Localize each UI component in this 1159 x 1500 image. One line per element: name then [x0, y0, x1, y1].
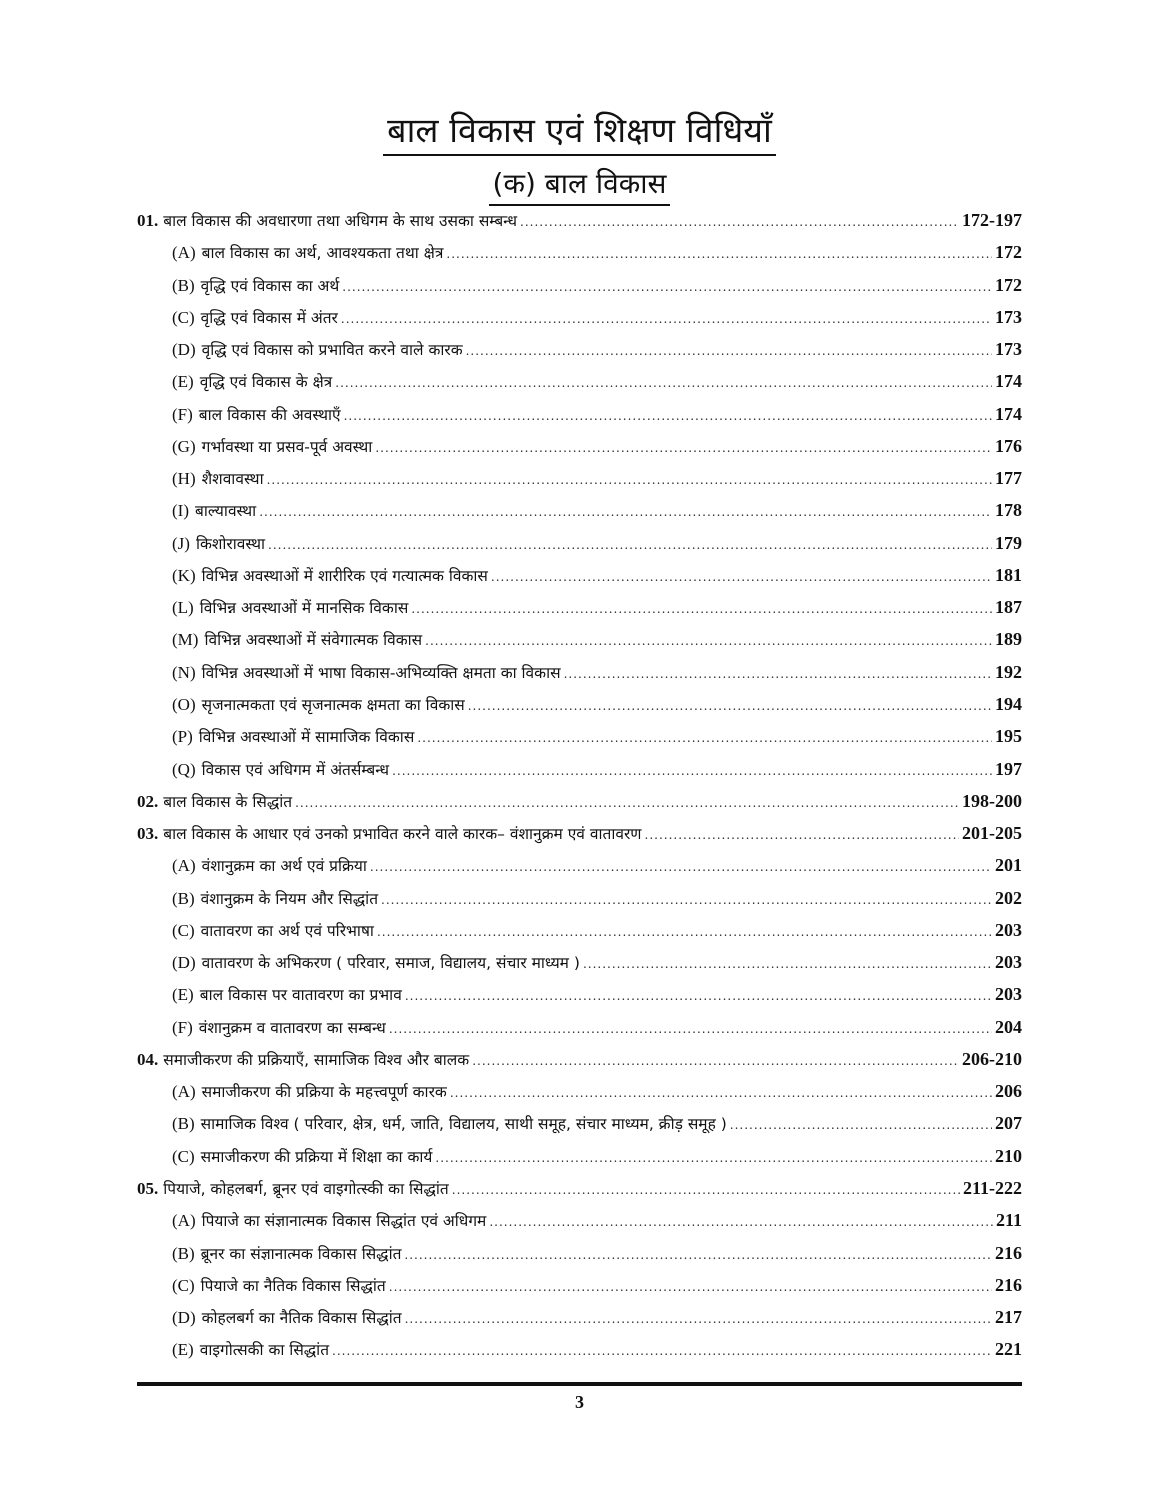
toc-label: समाजीकरण की प्रक्रियाएँ, सामाजिक विश्व और बालक	[163, 1050, 470, 1069]
toc-page: 203	[995, 984, 1022, 1005]
toc-subentry	[137, 720, 1022, 752]
toc-label: पियाजे का संज्ञानात्मक विकास सिद्धांत एवं अधिगम	[201, 1212, 487, 1231]
toc-label: बाल्यावस्था	[194, 502, 257, 521]
dot-leader	[730, 1109, 992, 1141]
dot-leader	[425, 625, 992, 657]
toc-label: समाजीकरण की प्रक्रिया में शिक्षा का कार्य	[200, 1147, 433, 1166]
toc-page: 194	[995, 693, 1022, 714]
toc-number: (M)	[172, 630, 199, 650]
toc-number: (N)	[172, 662, 196, 682]
toc-subentry	[137, 1107, 1022, 1139]
toc-label: विभिन्न अवस्थाओं में मानसिक विकास	[199, 599, 409, 618]
toc-subentry	[137, 1204, 1022, 1236]
toc-number: 05.	[137, 1178, 159, 1198]
toc-subentry	[137, 269, 1022, 301]
toc-page: 173	[995, 306, 1022, 327]
toc-label: सामाजिक विश्व ( परिवार, क्षेत्र, धर्म, जाति, विद्यालय, साथी समूह, संचार माध्यम, क्रीड़ समूह )	[200, 1115, 727, 1134]
toc-page: 174	[995, 403, 1022, 424]
toc-page: 187	[995, 597, 1022, 618]
dot-leader	[583, 948, 992, 980]
toc-subentry	[137, 1269, 1022, 1301]
toc-label: ब्रूनर का संज्ञानात्मक विकास सिद्धांत	[200, 1244, 402, 1263]
toc-subentry	[137, 333, 1022, 365]
toc-label: वृद्धि एवं विकास को प्रभावित करने वाले कारक	[201, 341, 463, 360]
dot-leader	[377, 916, 992, 948]
toc-number: (F)	[172, 404, 193, 424]
dot-leader	[259, 496, 992, 528]
toc-subentry	[137, 623, 1022, 655]
toc-page: 217	[995, 1307, 1022, 1328]
page-number: 3	[575, 1392, 584, 1412]
toc-subentry	[137, 914, 1022, 946]
toc-page: 204	[995, 1016, 1022, 1037]
dot-leader	[520, 206, 959, 238]
toc-subentry	[137, 882, 1022, 914]
toc-subentry	[137, 591, 1022, 623]
toc-label: वंशानुक्रम के नियम और सिद्धांत	[200, 889, 379, 908]
toc-page: 198-200	[962, 790, 1022, 811]
toc-page: 176	[995, 435, 1022, 456]
dot-leader	[341, 303, 992, 335]
toc-chapter	[137, 1043, 1022, 1075]
toc-subentry	[137, 301, 1022, 333]
toc-subentry	[137, 1333, 1022, 1365]
toc-label: पियाजे का नैतिक विकास सिद्धांत	[200, 1276, 386, 1295]
dot-leader	[405, 1303, 992, 1335]
toc-subentry	[137, 1011, 1022, 1043]
toc-label: गर्भावस्था या प्रसव-पूर्व अवस्था	[201, 437, 373, 456]
toc-number: (J)	[172, 533, 190, 553]
toc-subentry	[137, 1075, 1022, 1107]
toc-subentry	[137, 494, 1022, 526]
dot-leader	[370, 851, 992, 883]
toc-number: (C)	[172, 920, 195, 940]
toc-chapter	[137, 1172, 1022, 1204]
toc-label: कोहलबर्ग का नैतिक विकास सिद्धांत	[201, 1309, 402, 1328]
toc-label: विभिन्न अवस्थाओं में संवेगात्मक विकास	[204, 631, 423, 650]
dot-leader	[405, 980, 992, 1012]
toc-page: 216	[995, 1274, 1022, 1295]
toc-number: (P)	[172, 727, 193, 747]
toc-page: 203	[995, 919, 1022, 940]
toc-number: (A)	[172, 1211, 196, 1231]
dot-leader	[267, 464, 992, 496]
dot-leader	[472, 1045, 959, 1077]
toc-number: (E)	[172, 985, 194, 1005]
toc-page: 201-205	[962, 823, 1022, 844]
toc-subentry	[137, 236, 1022, 268]
toc-subentry	[137, 365, 1022, 397]
dot-leader	[417, 722, 992, 754]
toc-page: 201	[995, 855, 1022, 876]
toc-number: (D)	[172, 1308, 196, 1328]
toc-page: 206	[995, 1081, 1022, 1102]
toc-page: 210	[995, 1145, 1022, 1166]
dot-leader	[268, 529, 992, 561]
toc-label: वातावरण का अर्थ एवं परिभाषा	[200, 921, 374, 940]
toc-subentry	[137, 398, 1022, 430]
dot-leader	[332, 1335, 992, 1367]
toc-page: 189	[995, 629, 1022, 650]
toc-subentry	[137, 559, 1022, 591]
dot-leader	[435, 1142, 992, 1174]
toc-number: (C)	[172, 1146, 195, 1166]
toc-page: 211-222	[962, 1177, 1022, 1198]
toc-page: 177	[995, 468, 1022, 489]
toc-subentry	[137, 527, 1022, 559]
toc-number: (K)	[172, 565, 196, 585]
toc-number: (A)	[172, 1082, 196, 1102]
toc-number: (O)	[172, 694, 196, 714]
toc-label: बाल विकास की अवधारणा तथा अधिगम के साथ उसका सम्बन्ध	[163, 212, 518, 230]
footer-rule	[137, 1382, 1022, 1386]
dot-leader	[452, 1174, 960, 1206]
toc-label: किशोरावस्था	[195, 534, 266, 553]
toc-label: बाल विकास की अवस्थाएँ	[198, 405, 341, 424]
toc-label: वृद्धि एवं विकास के क्षेत्र	[199, 373, 333, 392]
toc-page: 179	[995, 532, 1022, 553]
toc-page: 172	[995, 242, 1022, 263]
dot-leader	[450, 1077, 992, 1109]
toc-number: 01.	[137, 211, 159, 230]
dot-leader	[335, 367, 992, 399]
toc-label: बाल विकास के आधार एवं उनको प्रभावित करने वाले कारक– वंशानुक्रम एवं वातावरण	[163, 825, 642, 844]
dot-leader	[466, 335, 992, 367]
toc-number: (E)	[172, 1340, 194, 1360]
toc-label: वातावरण के अभिकरण ( परिवार, समाज, विद्यालय, संचार माध्यम )	[201, 954, 580, 973]
toc-number: (F)	[172, 1017, 193, 1037]
dot-leader	[468, 690, 992, 722]
toc-page: 181	[995, 564, 1022, 585]
toc-subentry	[137, 1140, 1022, 1172]
toc-number: 04.	[137, 1049, 159, 1069]
toc-number: (B)	[172, 888, 195, 908]
dot-leader	[411, 593, 992, 625]
dot-leader	[375, 432, 992, 464]
dot-leader	[392, 755, 992, 787]
toc-number: (C)	[172, 1275, 195, 1295]
toc-label: विभिन्न अवस्थाओं में सामाजिक विकास	[198, 728, 415, 747]
toc-label: वृद्धि एवं विकास का अर्थ	[200, 276, 340, 295]
toc-chapter	[137, 204, 1022, 236]
toc-label: विभिन्न अवस्थाओं में भाषा विकास-अभिव्यक्ति क्षमता का विकास	[201, 663, 561, 682]
dot-leader	[344, 400, 992, 432]
toc-number: (A)	[172, 856, 196, 876]
toc-label: बाल विकास का अर्थ, आवश्यकता तथा क्षेत्र	[201, 244, 444, 263]
toc-chapter	[137, 817, 1022, 849]
toc-number: (L)	[172, 598, 194, 618]
dot-leader	[446, 238, 992, 270]
toc-page: 211	[995, 1210, 1022, 1231]
toc-page: 197	[995, 758, 1022, 779]
toc-label: बाल विकास पर वातावरण का प्रभाव	[199, 986, 402, 1005]
toc-page: 178	[995, 500, 1022, 521]
toc-label: वंशानुक्रम व वातावरण का सम्बन्ध	[198, 1018, 386, 1037]
dot-leader	[404, 1239, 992, 1271]
toc-number: (D)	[172, 340, 196, 360]
toc-page: 172	[995, 274, 1022, 295]
toc-number: (E)	[172, 372, 194, 392]
toc-page: 172-197	[962, 210, 1022, 230]
toc-page: 173	[995, 339, 1022, 360]
toc-label: समाजीकरण की प्रक्रिया के महत्त्वपूर्ण कारक	[201, 1083, 447, 1102]
section-title	[0, 164, 1159, 206]
toc-page: 216	[995, 1242, 1022, 1263]
toc-label: वृद्धि एवं विकास में अंतर	[200, 308, 338, 327]
toc-subentry	[137, 946, 1022, 978]
dot-leader	[389, 1013, 992, 1045]
toc-label: बाल विकास के सिद्धांत	[163, 792, 293, 811]
toc-subentry	[137, 656, 1022, 688]
toc-page: 174	[995, 371, 1022, 392]
toc-label: विभिन्न अवस्थाओं में शारीरिक एवं गत्यात्मक विकास	[201, 566, 488, 585]
toc-label: वंशानुक्रम का अर्थ एवं प्रक्रिया	[201, 857, 367, 876]
toc-number: (D)	[172, 953, 196, 973]
toc-page: 207	[995, 1113, 1022, 1134]
toc-label: शैशवावस्था	[201, 470, 264, 489]
toc-page: 203	[995, 952, 1022, 973]
toc-number: (B)	[172, 1114, 195, 1134]
toc-number: 03.	[137, 824, 159, 844]
toc-subentry	[137, 753, 1022, 785]
toc-subentry	[137, 978, 1022, 1010]
toc-page: 221	[995, 1339, 1022, 1360]
section-title-text: (क) बाल विकास	[489, 164, 671, 206]
toc-subentry	[137, 430, 1022, 462]
toc-subentry	[137, 462, 1022, 494]
toc-subentry	[137, 849, 1022, 881]
dot-leader	[342, 271, 992, 303]
dot-leader	[491, 561, 992, 593]
toc-page: 192	[995, 661, 1022, 682]
toc-chapter	[137, 785, 1022, 817]
toc-number: (C)	[172, 307, 195, 327]
toc-number: (G)	[172, 436, 196, 456]
toc-subentry	[137, 688, 1022, 720]
toc-number: 02.	[137, 791, 159, 811]
dot-leader	[564, 658, 992, 690]
dot-leader	[381, 884, 992, 916]
toc-page: 195	[995, 726, 1022, 747]
toc-label: पियाजे, कोहलबर्ग, ब्रूनर एवं वाइगोत्स्की का सिद्धांत	[163, 1179, 449, 1198]
toc-number: (Q)	[172, 759, 196, 779]
toc-number: (H)	[172, 469, 196, 489]
dot-leader	[389, 1271, 992, 1303]
toc-number: (B)	[172, 275, 195, 295]
toc-label: विकास एवं अधिगम में अंतर्सम्बन्ध	[201, 760, 390, 779]
dot-leader	[645, 819, 960, 851]
toc-page: 206-210	[962, 1048, 1022, 1069]
dot-leader	[295, 787, 959, 819]
toc-label: वाइगोत्सकी का सिद्धांत	[199, 1341, 330, 1360]
toc-label: सृजनात्मकता एवं सृजनात्मक क्षमता का विकास	[201, 695, 465, 714]
toc-subentry	[137, 1301, 1022, 1333]
toc-number: (A)	[172, 243, 196, 263]
toc-number: (I)	[172, 501, 189, 521]
toc-subentry	[137, 1237, 1022, 1269]
toc-page: 202	[995, 887, 1022, 908]
toc-number: (B)	[172, 1243, 195, 1263]
dot-leader	[489, 1206, 993, 1238]
page-title	[0, 108, 1159, 156]
table-of-contents	[137, 204, 1022, 1366]
page-title-text: बाल विकास एवं शिक्षण विधियाँ	[383, 108, 776, 156]
